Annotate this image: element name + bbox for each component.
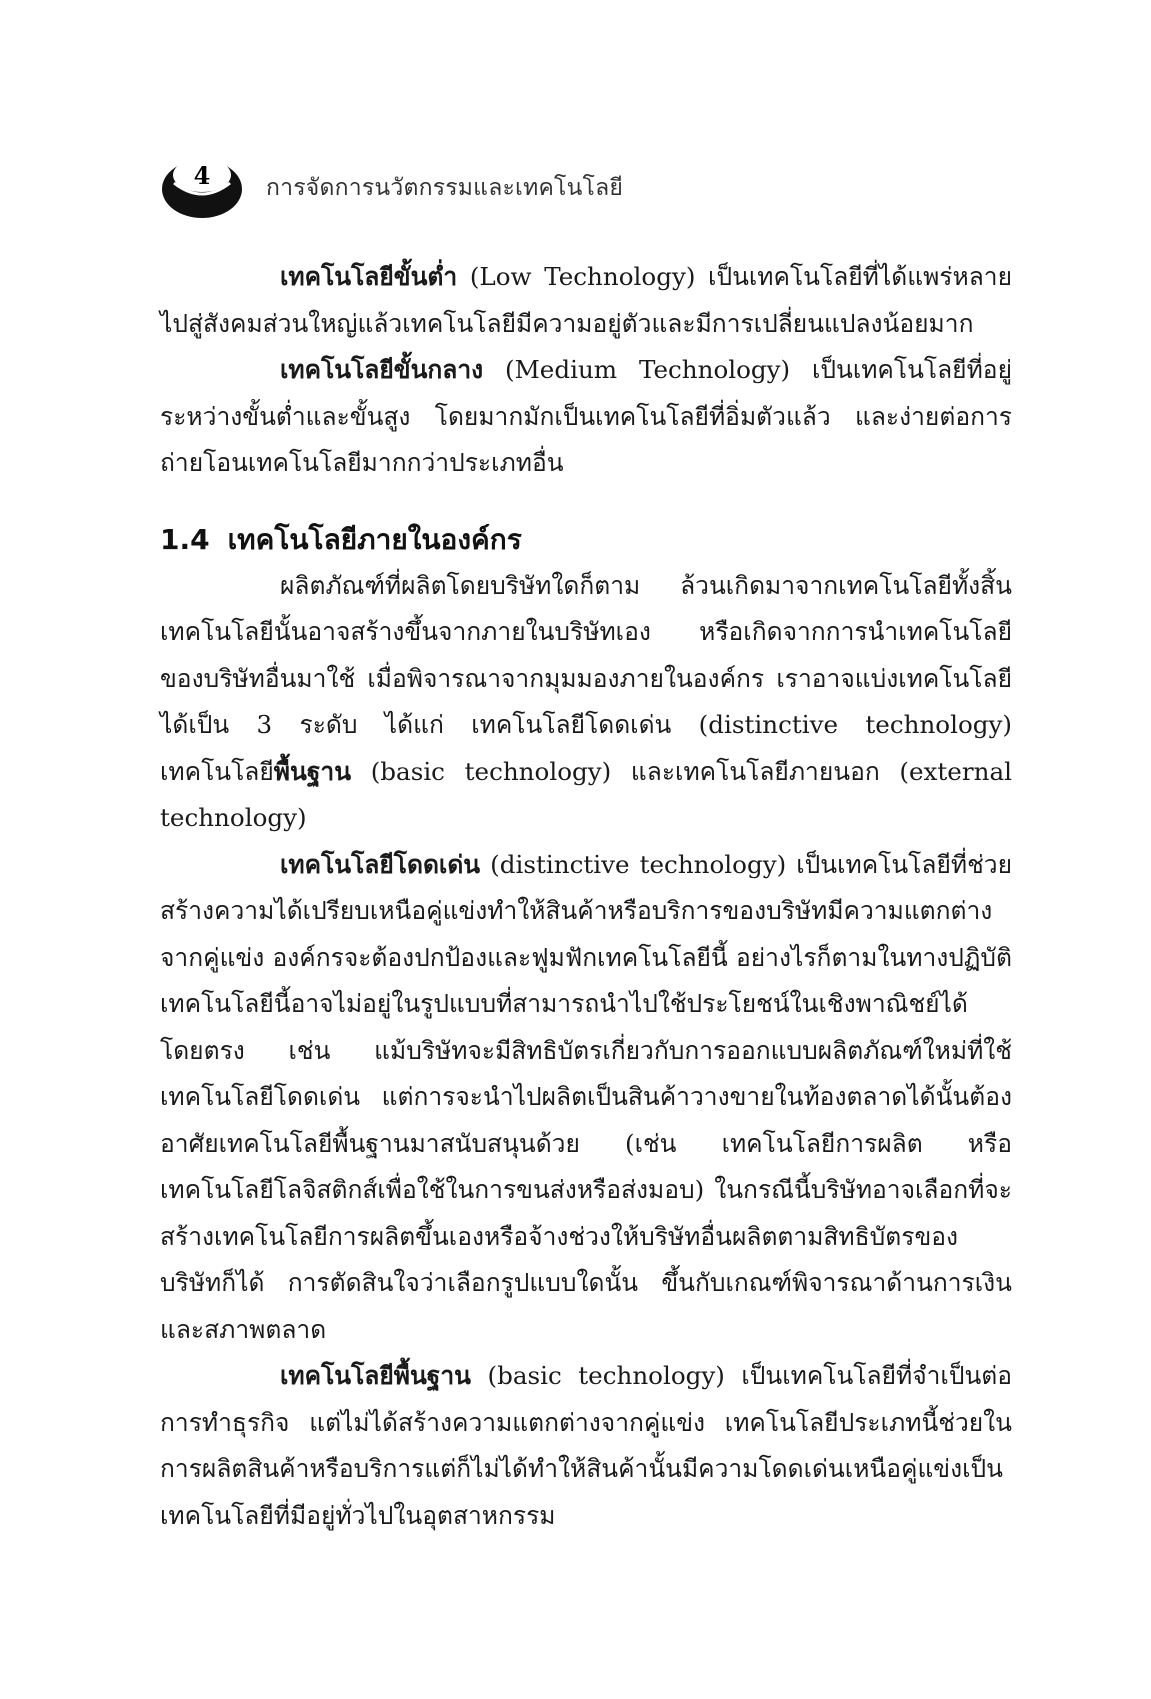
paragraph-intro — [160, 563, 1012, 842]
page-number-badge — [160, 153, 244, 219]
page-header — [160, 156, 623, 216]
paragraph-text: (Medium Technology) เป็นเทคโนโลยีที่อยู่ระหว่างขั้นต่ำและขั้นสูง โดยมากมักเป็นเทคโนโลยีที่อิ่มตัวแล้ว และง่ายต่อการถ่ายโอนเทคโนโลยีมากกว่าประเภทอื่น — [160, 355, 1012, 477]
term-low-technology: เทคโนโลยีขั้นต่ำ — [280, 262, 458, 291]
paragraph-text: (basic technology) และเทคโนโลยีภายนอก (external technology) — [160, 756, 1012, 832]
paragraph-text: (Low Technology) เป็นเทคโนโลยีที่ได้แพร่หลายไปสู่สังคมส่วนใหญ่แล้วเทคโนโลยีมีความอยู่ตัวและมีการเปลี่ยนแปลงน้อยมาก — [160, 262, 1012, 338]
paragraph-distinctive-technology — [160, 842, 1012, 1354]
paragraph-low-technology — [160, 254, 1012, 347]
paragraph-medium-technology — [160, 347, 1012, 487]
term-basic-technology: เทคโนโลยีพื้นฐาน — [280, 1361, 471, 1390]
running-title: การจัดการนวัตกรรมและเทคโนโลยี — [266, 175, 624, 201]
page-number: 4 — [193, 161, 211, 190]
paragraph-basic-technology — [160, 1353, 1012, 1539]
paragraph-text: ผลิตภัณฑ์ที่ผลิตโดยบริษัทใดก็ตาม ล้วนเกิดมาจากเทคโนโลยีทั้งสิ้น เทคโนโลยีนั้นอาจสร้างขึ้นจากภายในบริษัทเอง หรือเกิดจากการนำเทคโนโลยีของบริษัทอื่นมาใช้ เมื่อพิจารณาจากมุมมองภายในองค์กร เราอาจแบ่งเทคโนโลยีได้เป็น 3 ระดับ ได้แก่ เทคโนโลยีโดดเด่น (distinctive technology) เทคโนโลยี — [160, 570, 1012, 786]
page-content — [160, 254, 1012, 1539]
term-basic-inline: พื้นฐาน — [273, 756, 352, 786]
paragraph-text: (distinctive technology) เป็นเทคโนโลยีที่ช่วยสร้างความได้เปรียบเหนือคู่แข่งทำให้สินค้าหรือบริการของบริษัทมีความแตกต่างจากคู่แข่ง องค์กรจะต้องปกป้องและฟูมฟักเทคโนโลยีนี้ อย่างไรก็ตามในทางปฏิบัติเทคโนโลยีนี้อาจไม่อยู่ในรูปแบบที่สามารถนำไปใช้ประโยชน์ในเชิงพาณิชย์ได้โดยตรง เช่น แม้บริษัทจะมีสิทธิบัตรเกี่ยวกับการออกแบบผลิตภัณฑ์ใหม่ที่ใช้เทคโนโลยีโดดเด่น แต่การจะนำไปผลิตเป็นสินค้าวางขายในท้องตลาดได้นั้นต้องอาศัยเทคโนโลยีพื้นฐานมาสนับสนุนด้วย (เช่น เทคโนโลยีการผลิต หรือเทคโนโลยีโลจิสติกส์เพื่อใช้ในการขนส่งหรือส่งมอบ) ในกรณีนี้บริษัทอาจเลือกที่จะสร้างเทคโนโลยีการผลิตขึ้นเองหรือจ้างช่วงให้บริษัทอื่นผลิตตามสิทธิบัตรของบริษัทก็ได้ การตัดสินใจว่าเลือกรูปแบบใดนั้น ขึ้นกับเกณฑ์พิจารณาด้านการเงินและสภาพตลาด — [160, 849, 1012, 1344]
term-medium-technology: เทคโนโลยีขั้นกลาง — [280, 355, 484, 384]
section-heading — [160, 517, 1012, 563]
section-number: 1.4 — [160, 522, 210, 556]
term-distinctive-technology: เทคโนโลยีโดดเด่น — [280, 849, 481, 879]
section-title: เทคโนโลยีภายในองค์กร — [227, 522, 522, 556]
paragraph-text: (basic technology) เป็นเทคโนโลยีที่จำเป็นต่อการทำธุรกิจ แต่ไม่ได้สร้างความแตกต่างจากคู่แข่ง เทคโนโลยีประเภทนี้ช่วยในการผลิตสินค้าหรือบริการแต่ก็ไม่ได้ทำให้สินค้านั้นมีความโดดเด่นเหนือคู่แข่งเป็นเทคโนโลยีที่มีอยู่ทั่วไปในอุตสาหกรรม — [160, 1361, 1012, 1530]
